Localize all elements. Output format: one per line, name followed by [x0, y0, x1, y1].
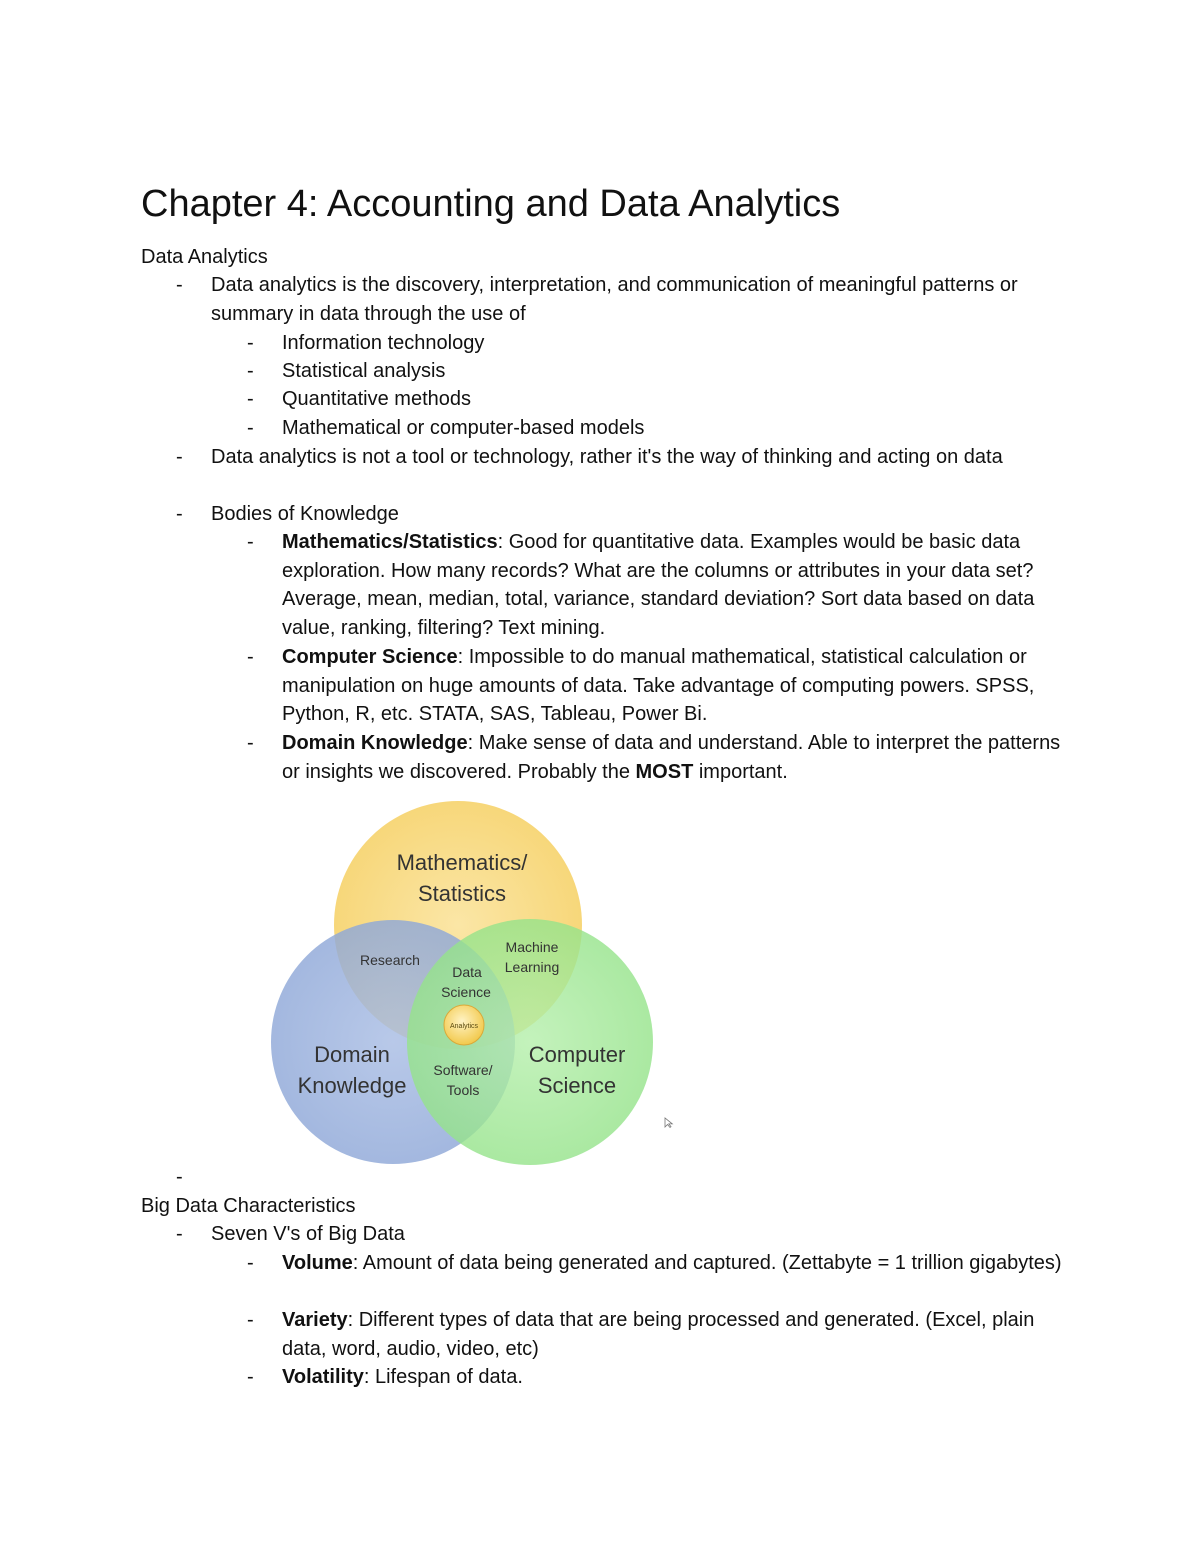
math-label-line2: Statistics: [417, 881, 507, 906]
bullet-dash: -: [247, 417, 254, 439]
list-item: [247, 643, 1072, 729]
page-title: Chapter 4: Accounting and Data Analytics: [141, 183, 841, 225]
list-item-text: Statistical analysis: [282, 360, 446, 382]
bullet-dash: -: [247, 1252, 254, 1274]
bullet-dash: -: [247, 646, 254, 668]
cursor-icon: [665, 1118, 672, 1128]
list-item-text: Quantitative methods: [282, 388, 471, 410]
list-item: [176, 500, 1071, 529]
bullet-dash: -: [247, 732, 254, 754]
ds-label-line2: Science: [441, 984, 491, 1000]
term-label: Variety: [282, 1309, 348, 1331]
bullet-dash: -: [247, 360, 254, 382]
list-item: [247, 1363, 1072, 1392]
list-item: [247, 729, 1072, 786]
bullet-dash: -: [176, 446, 183, 468]
term-description: : Make sense of data and understand. Able to interpret the patterns or insights we discovered. Probably the: [282, 732, 1061, 783]
bullet-dash: -: [247, 332, 254, 354]
bullet-dash: -: [247, 1309, 254, 1331]
emphasis-text: MOST: [635, 760, 694, 783]
list-item: [247, 1306, 1072, 1363]
section-heading-big-data: Big Data Characteristics: [141, 1195, 356, 1217]
term-label: Mathematics/Statistics: [282, 531, 498, 553]
math-label-line1: Mathematics/: [396, 850, 528, 875]
list-item: [176, 1220, 1071, 1249]
term-description: : Lifespan of data.: [363, 1366, 523, 1388]
list-item: [176, 271, 1071, 328]
list-item-text: Bodies of Knowledge: [211, 503, 399, 525]
list-item: [247, 1249, 1072, 1278]
empty-bullet: -: [176, 1166, 183, 1188]
term-description: : Amount of data being generated and captured. (Zettabyte = 1 trillion gigabytes): [352, 1252, 1062, 1274]
cs-label-line2: Science: [537, 1073, 617, 1098]
list-item: [247, 329, 1072, 358]
term-label: Domain Knowledge: [282, 732, 468, 754]
list-item: [247, 414, 1072, 443]
domain-label-line2: Knowledge: [297, 1073, 407, 1098]
section-heading-data-analytics: Data Analytics: [141, 246, 268, 268]
term-label: Volume: [282, 1252, 353, 1274]
ml-label-line1: Machine: [505, 939, 559, 955]
bullet-dash: -: [176, 503, 183, 525]
list-item: [247, 528, 1072, 643]
domain-label-line1: Domain: [314, 1042, 390, 1067]
sw-label-line2: Tools: [446, 1082, 480, 1098]
list-item-text: Seven V's of Big Data: [211, 1223, 405, 1245]
bullet-dash: -: [176, 274, 183, 296]
bullet-dash: -: [247, 1366, 254, 1388]
list-item-text: Data analytics is not a tool or technology, rather it's the way of thinking and acting on data: [211, 446, 1003, 468]
term-description: important.: [693, 760, 788, 783]
term-label: Volatility: [282, 1366, 364, 1388]
list-item: [247, 357, 1072, 386]
research-label: Research: [360, 952, 420, 968]
list-item-text: Information technology: [282, 332, 485, 354]
bullet-dash: -: [247, 388, 254, 410]
list-item-text: Data analytics is the discovery, interpretation, and communication of meaningful patterns or summary in data through the use of: [211, 274, 1018, 325]
analytics-label: Analytics: [449, 1023, 479, 1030]
term-description: : Good for quantitative data. Examples would be basic data exploration. How many records? What are the columns or attributes in your data set? Average, mean, median, total, variance, standard deviation? Sort data based on data value, ranking, filtering? Text mining.: [282, 531, 1035, 640]
list-item-text: Mathematical or computer-based models: [282, 417, 645, 439]
ml-label-line2: Learning: [504, 959, 560, 975]
bullet-dash: -: [247, 531, 254, 553]
cs-label-line1: Computer: [528, 1042, 626, 1067]
term-description: : Impossible to do manual mathematical, statistical calculation or manipulation on huge amounts of data. Take advantage of computing powers. SPSS, Python, R, etc. STATA, SAS, Tableau, Power Bi.: [282, 646, 1035, 726]
sw-label-line1: Software/: [433, 1062, 493, 1078]
term-label: Computer Science: [282, 646, 458, 668]
ds-label-line1: Data: [452, 964, 482, 980]
bullet-dash: -: [176, 1223, 183, 1245]
term-description: : Different types of data that are being processed and generated. (Excel, plain data, word, audio, video, etc): [282, 1309, 1035, 1360]
venn-diagram: [266, 800, 676, 1170]
list-item: [247, 385, 1072, 414]
list-item: [176, 443, 1071, 472]
